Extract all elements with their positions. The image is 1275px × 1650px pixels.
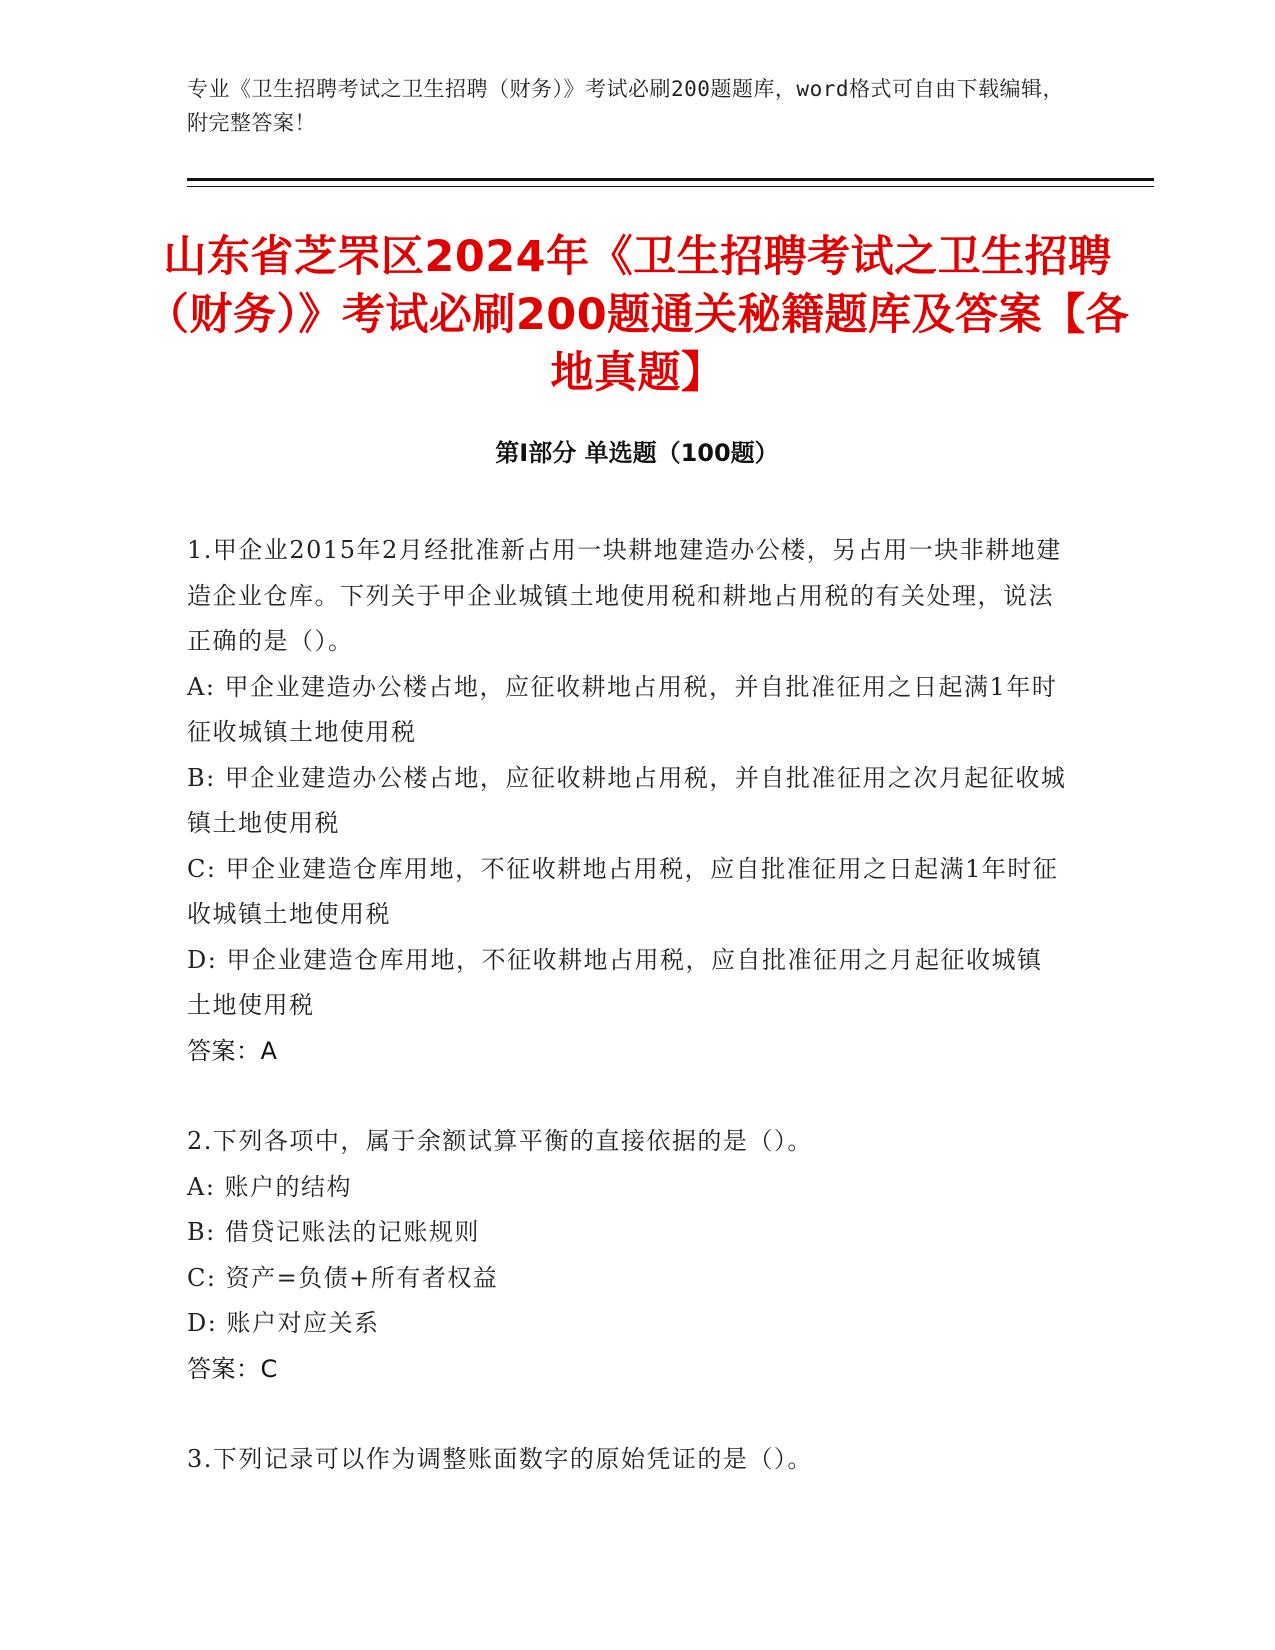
option-a: A: 账户的结构	[187, 1172, 353, 1201]
header-divider-thin	[187, 186, 1154, 187]
header-note: 专业《卫生招聘考试之卫生招聘（财务）》考试必刷200题题库，word格式可自由下载编辑，附完整答案！	[187, 77, 1064, 135]
header-divider-thick	[187, 178, 1154, 181]
question-2	[187, 1119, 1067, 1392]
option-d: D: 甲企业建造仓库用地，不征收耕地占用税，应自批准征用之月起征收城镇土地使用税	[187, 945, 1043, 1019]
question-1	[187, 528, 1067, 1074]
answer: 答案：C	[187, 1354, 278, 1383]
option-b: B: 甲企业建造办公楼占地，应征收耕地占用税，并自批准征用之次月起征收城镇土地使用税	[187, 763, 1067, 837]
question-stem: 2.下列各项中，属于余额试算平衡的直接依据的是（）。	[187, 1127, 813, 1155]
option-c: C: 资产=负债+所有者权益	[187, 1263, 499, 1292]
option-a: A: 甲企业建造办公楼占地，应征收耕地占用税，并自批准征用之日起满1年时征收城镇土地使用税	[187, 672, 1058, 746]
answer: 答案：A	[187, 1036, 278, 1065]
document-title: 山东省芝罘区2024年《卫生招聘考试之卫生招聘（财务）》考试必刷200题通关秘籍题库及答案【各地真题】	[145, 232, 1130, 398]
question-stem: 3.下列记录可以作为调整账面数字的原始凭证的是（）。	[187, 1445, 813, 1473]
section-heading: 第Ⅰ部分 单选题（100题）	[495, 439, 779, 467]
question-stem: 1.甲企业2015年2月经批准新占用一块耕地建造办公楼，另占用一块非耕地建造企业仓库。下列关于甲企业城镇土地使用税和耕地占用税的有关处理，说法正确的是（）。	[187, 536, 1062, 655]
option-d: D: 账户对应关系	[187, 1309, 380, 1337]
option-b: B: 借贷记账法的记账规则	[187, 1218, 480, 1246]
question-3	[187, 1437, 1067, 1483]
question-list	[187, 528, 1067, 1528]
option-c: C: 甲企业建造仓库用地，不征收耕地占用税，应自批准征用之日起满1年时征收城镇土地使用税	[187, 854, 1059, 928]
